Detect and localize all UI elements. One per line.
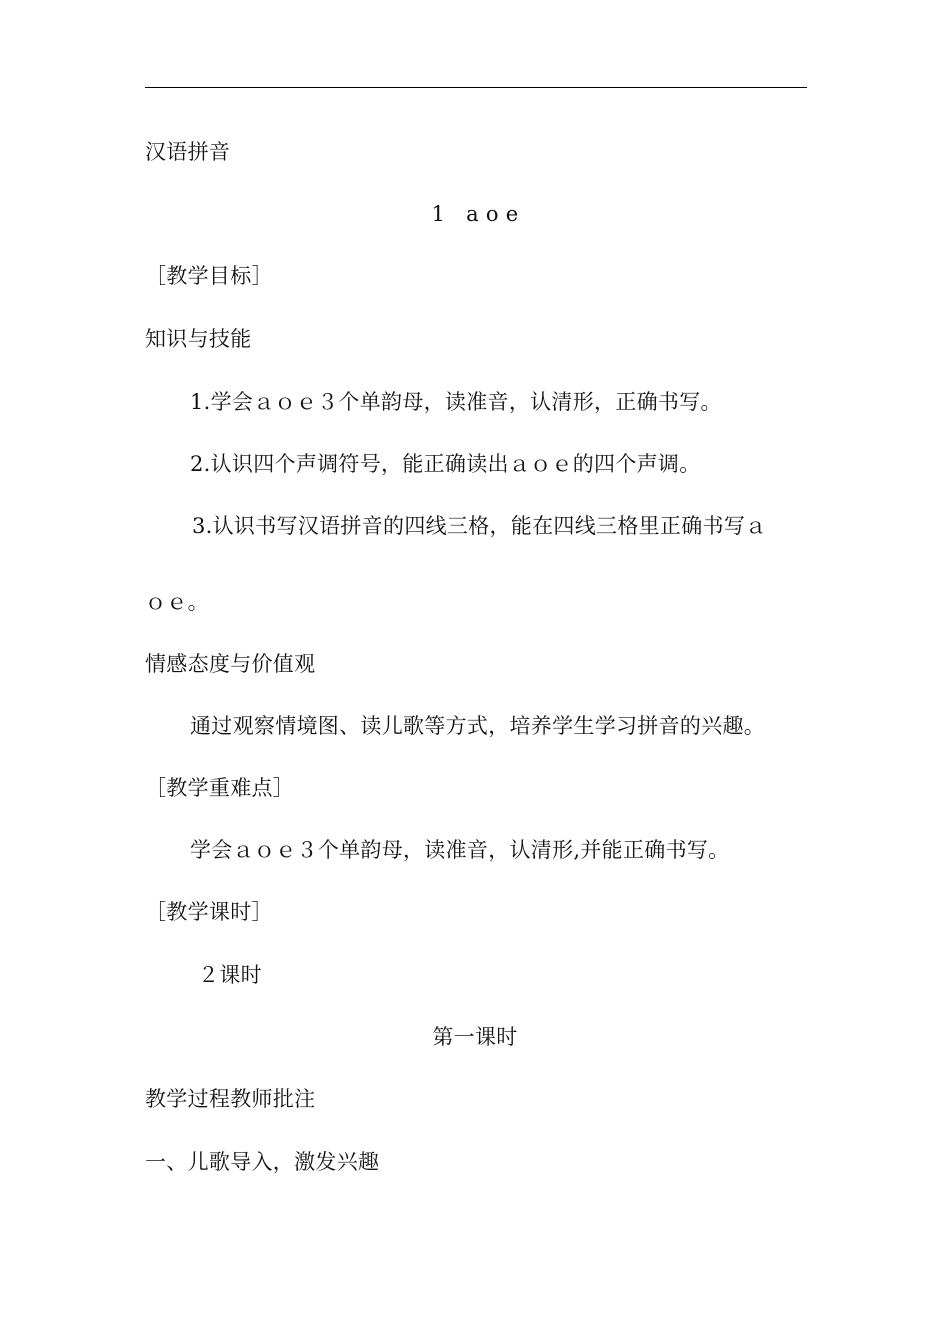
goal-item-3-line-2: ｏｅ。 [145,590,209,614]
goals-heading: ［教学目标］ [145,264,273,288]
knowledge-heading: 知识与技能 [145,327,252,351]
hours-text: ２课时 [198,963,262,987]
goal-item-1: 1.学会ａｏｅ３个单韵母，读准音，认清形，正确书写。 [190,390,722,414]
process-heading: 教学过程教师批注 [145,1087,316,1111]
goal-item-2: 2.认识四个声调符号，能正确读出ａｏｅ的四个声调。 [190,452,701,476]
hours-heading: ［教学课时］ [145,900,273,924]
goal-item-3-line-1: 3.认识书写汉语拼音的四线三格，能在四线三格里正确书写ａ [192,514,767,538]
keypoints-heading: ［教学重难点］ [145,776,295,800]
emotion-text: 通过观察情境图、读儿歌等方式，培养学生学习拼音的兴趣。 [190,714,766,738]
header-rule [145,87,807,88]
step-1-heading: 一、儿歌导入，激发兴趣 [145,1150,380,1174]
emotion-heading: 情感态度与价值观 [145,652,316,676]
keypoints-text: 学会ａｏｅ３个单韵母，读准音，认清形,并能正确书写。 [190,838,730,862]
lesson-title: 1 a o e [431,202,519,226]
section-title: 汉语拼音 [145,140,231,164]
period-title: 第一课时 [432,1025,518,1049]
